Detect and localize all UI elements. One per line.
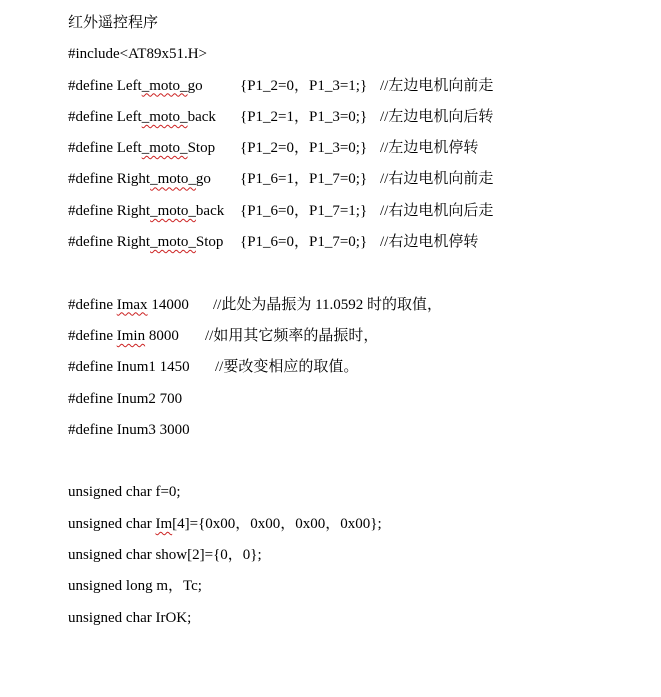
define-name: #define Imin 8000 — [68, 327, 179, 344]
spellcheck-underline: Im — [155, 515, 173, 532]
declaration: unsigned char show[2]={0，0}; — [68, 547, 262, 564]
define-name: #define Right_moto_go — [68, 171, 211, 188]
define-name: #define Left_moto_Stop — [68, 140, 216, 157]
spellcheck-underline: _moto_ — [141, 108, 188, 125]
define-value: {P1_2=0，P1_3=1;} — [240, 77, 368, 94]
code-comment: //右边电机向后走 — [380, 202, 494, 219]
include-directive: #include<AT89x51.H> — [68, 46, 207, 63]
spellcheck-underline: Imax — [116, 296, 148, 313]
code-line-decl-show-array — [0, 540, 661, 571]
define-value: {P1_6=0，P1_7=0;} — [240, 234, 368, 251]
code-line-define-right-moto-stop — [0, 227, 661, 258]
declaration: unsigned char IrOK; — [68, 609, 192, 626]
code-line-decl-irok-cutoff — [0, 603, 661, 634]
code-line-define-imax — [0, 290, 661, 321]
code-line-define-left-moto-stop — [0, 133, 661, 164]
code-comment: //右边电机停转 — [380, 234, 479, 251]
code-line-define-left-moto-go — [0, 71, 661, 102]
code-comment: //右边电机向前走 — [380, 171, 494, 188]
define-value: {P1_2=0，P1_3=0;} — [240, 140, 368, 157]
code-line-decl-m-tc — [0, 571, 661, 602]
document-title: 红外遥控程序 — [68, 15, 159, 31]
spellcheck-underline: _moto_ — [150, 234, 196, 251]
define-name: #define Inum1 1450 — [68, 359, 190, 376]
spellcheck-underline: _moto_ — [150, 202, 196, 219]
code-comment: //如用其它频率的晶振时， — [205, 327, 379, 344]
define-name: #define Imax 14000 — [68, 296, 189, 313]
code-line-define-right-moto-back — [0, 196, 661, 227]
define-name: #define Right_moto_Stop — [68, 234, 224, 251]
code-line-define-imin — [0, 321, 661, 352]
declaration: unsigned long m，Tc; — [68, 578, 202, 595]
code-comment: //左边电机向前走 — [380, 77, 494, 94]
define-value: {P1_6=1，P1_7=0;} — [240, 171, 368, 188]
define-name: #define Inum3 3000 — [68, 421, 190, 438]
define-value: {P1_2=1，P1_3=0;} — [240, 108, 368, 125]
blank-line — [0, 258, 661, 289]
code-line-decl-im-array — [0, 509, 661, 540]
define-name: #define Inum2 700 — [68, 390, 183, 407]
code-line-define-right-moto-go — [0, 164, 661, 195]
spellcheck-underline: _moto_ — [141, 77, 188, 94]
declaration: unsigned char Im[4]={0x00，0x00，0x00，0x00}; — [68, 515, 382, 532]
declaration: unsigned char f=0; — [68, 484, 181, 501]
code-line-include — [0, 39, 661, 70]
spellcheck-underline: _moto_ — [150, 171, 196, 188]
code-line-define-inum1 — [0, 352, 661, 383]
define-name: #define Right_moto_back — [68, 202, 225, 219]
code-comment: //要改变相应的取值。 — [215, 359, 359, 376]
code-line-decl-f — [0, 477, 661, 508]
code-comment: //左边电机向后转 — [380, 108, 494, 125]
define-value: {P1_6=0，P1_7=1;} — [240, 202, 368, 219]
spellcheck-underline: Imin — [116, 327, 146, 344]
document-title-line — [0, 8, 661, 39]
blank-line — [0, 446, 661, 477]
code-line-define-inum2 — [0, 384, 661, 415]
define-name: #define Left_moto_back — [68, 108, 216, 125]
code-line-define-left-moto-back — [0, 102, 661, 133]
spellcheck-underline: _moto_ — [141, 140, 188, 157]
code-comment: //此处为晶振为 11.0592 时的取值， — [213, 296, 443, 313]
code-comment: //左边电机停转 — [380, 140, 479, 157]
define-name: #define Left_moto_go — [68, 77, 203, 94]
code-line-define-inum3 — [0, 415, 661, 446]
